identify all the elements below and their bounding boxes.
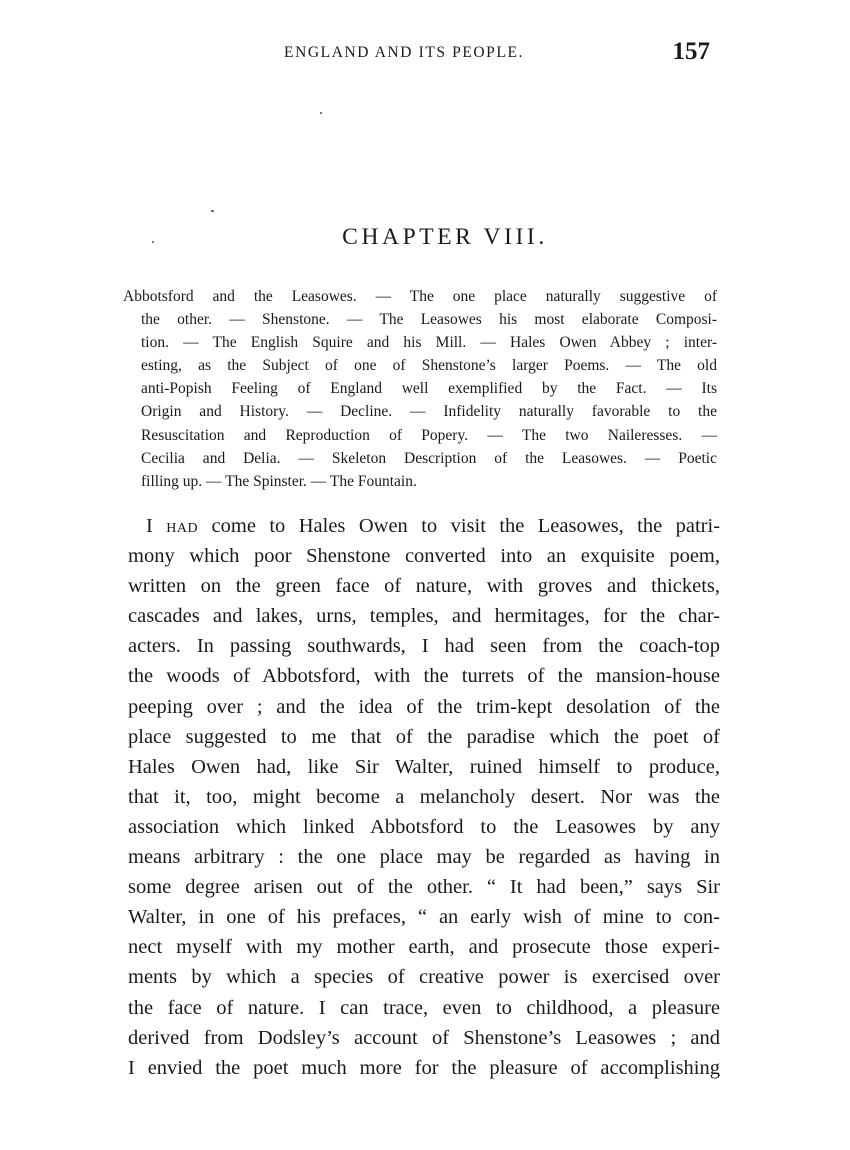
body-line: written on the green face of nature, with groves and thickets, xyxy=(128,575,720,598)
synopsis-line: Cecilia and Delia. — Skeleton Description of the Leasowes. — Poetic xyxy=(141,449,717,467)
synopsis-line: Abbotsford and the Leasowes. — The one place naturally suggestive of xyxy=(123,288,717,305)
synopsis-line: Origin and History. — Decline. — Infidelity naturally favorable to the xyxy=(141,403,717,421)
body-line: Walter, in one of his prefaces, “ an early wish of mine to con- xyxy=(128,906,720,929)
body-line: peeping over ; and the idea of the trim-kept desolation of the xyxy=(128,695,720,718)
body-line: place suggested to me that of the paradise which the poet of xyxy=(128,725,720,748)
synopsis-line: esting, as the Subject of one of Shenstone’s larger Poems. — The old xyxy=(141,357,717,375)
body-text xyxy=(128,511,720,1083)
body-line: ments by which a species of creative power is exercised over xyxy=(128,966,720,989)
opening-capital: I xyxy=(146,515,153,537)
synopsis-line: the other. — Shenstone. — The Leasowes his most elaborate Composi- xyxy=(141,311,717,329)
body-line: Hales Owen had, like Sir Walter, ruined himself to produce, xyxy=(128,755,720,778)
body-line: I envied the poet much more for the pleasure of accomplishing xyxy=(128,1056,720,1079)
chapter-title: CHAPTER VIII. xyxy=(342,224,548,250)
body-line: the face of nature. I can trace, even to childhood, a pleasure xyxy=(128,996,720,1019)
ink-speck xyxy=(211,210,214,212)
opening-smallcaps: had xyxy=(166,515,199,537)
synopsis-line: tion. — The English Squire and his Mill. — Hales Owen Abbey ; inter- xyxy=(141,334,717,352)
page-number: 157 xyxy=(672,38,710,65)
body-line: acters. In passing southwards, I had seen from the coach-top xyxy=(128,635,720,658)
body-line: mony which poor Shenstone converted into an exquisite poem, xyxy=(128,545,720,568)
body-line: some degree arisen out of the other. “ It had been,” says Sir xyxy=(128,876,720,899)
synopsis-line: filling up. — The Spinster. — The Fountain. xyxy=(141,472,417,490)
chapter-synopsis xyxy=(123,285,717,493)
running-head xyxy=(120,38,720,74)
running-title: ENGLAND AND ITS PEOPLE. xyxy=(284,44,525,61)
body-line: derived from Dodsley’s account of Shenstone’s Leasowes ; and xyxy=(128,1026,720,1049)
body-line: means arbitrary : the one place may be regarded as having in xyxy=(128,846,720,869)
first-line-rest: come to Hales Owen to visit the Leasowes, the patri- xyxy=(211,515,721,537)
body-line: the woods of Abbotsford, with the turrets of the mansion-house xyxy=(128,665,720,688)
body-line: that it, too, might become a melancholy desert. Nor was the xyxy=(128,785,720,808)
body-line-first xyxy=(128,511,720,541)
body-line: nect myself with my mother earth, and prosecute those experi- xyxy=(128,936,720,959)
body-line: cascades and lakes, urns, temples, and hermitages, for the char- xyxy=(128,605,720,628)
body-line: association which linked Abbotsford to the Leasowes by any xyxy=(128,815,720,838)
synopsis-line: anti-Popish Feeling of England well exemplified by the Fact. — Its xyxy=(141,380,717,398)
synopsis-line: Resuscitation and Reproduction of Popery. — The two Naileresses. — xyxy=(141,426,717,444)
ink-speck xyxy=(152,241,154,243)
ink-speck xyxy=(320,112,322,114)
